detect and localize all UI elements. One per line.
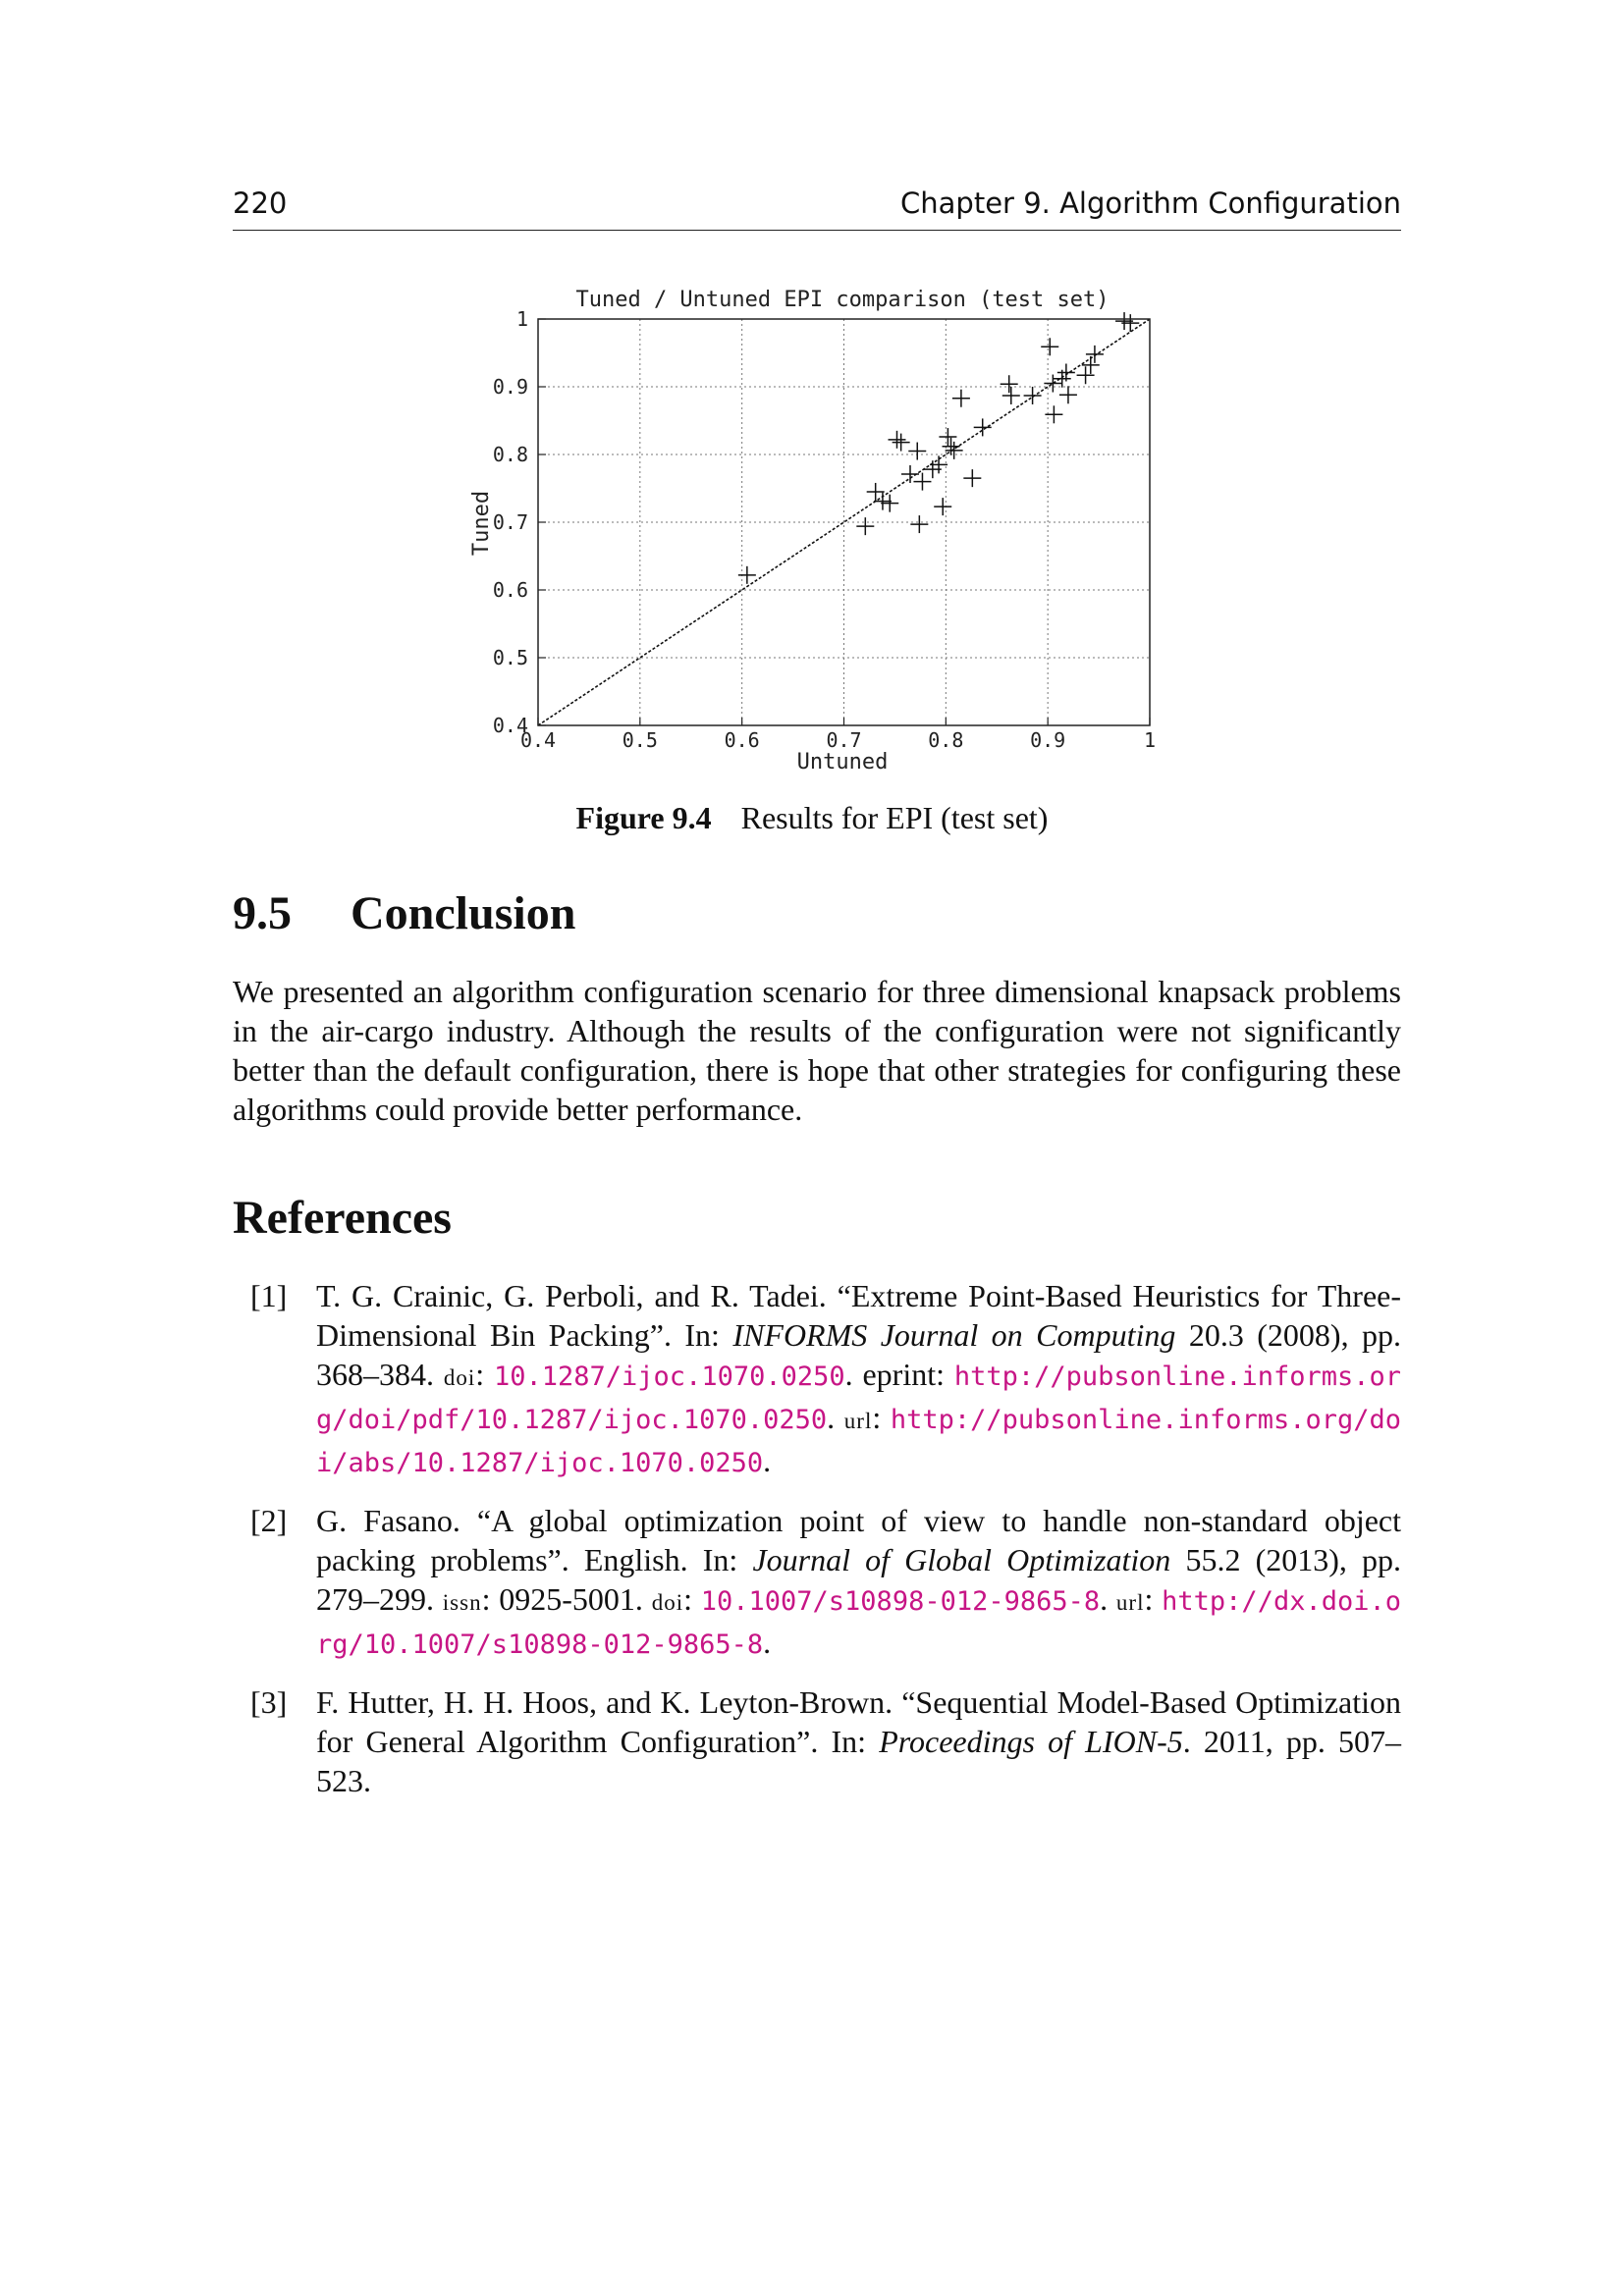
data-point [888,431,905,449]
conclusion-paragraph: We presented an algorithm configuration scenario for three dimensional knapsack problems in the air-cargo industry. Although the results of the configuration were not significantly better than the default configuration, there is hope that other strategies for configuring these algorithms could provide better performance. [233,974,1401,1127]
x-tick-label: 0.4 [519,728,557,752]
data-point [1002,387,1020,404]
doi-label: doi [443,1365,476,1390]
y-tick-label: 0.5 [492,646,528,669]
data-point [943,438,960,455]
figure-caption-text: Results for EPI (test set) [740,800,1049,835]
references-heading: References [233,1192,452,1244]
data-point [1041,338,1058,355]
doi-label: doi [651,1590,684,1615]
x-tick-label: 1 [1143,728,1157,752]
x-axis-label: Untuned [796,750,889,774]
data-point [738,566,756,584]
data-point [867,483,885,501]
section-number: 9.5 [233,887,292,939]
x-tick-label: 0.9 [1030,728,1066,752]
x-tick-label: 0.8 [928,728,964,752]
data-point [1044,375,1061,393]
url-link[interactable]: http://dx.doi.org/10.1007/s10898-012-9865-8 [316,1586,1401,1660]
doi-link[interactable]: 10.1007/s10898-012-9865-8 [700,1586,1101,1617]
eprint-label: . eprint: [844,1357,954,1392]
reference-3 [233,1682,1401,1800]
data-point [874,493,892,510]
data-point [910,515,928,533]
reference-authors: F. Hutter, H. H. Hoos, and K. Leyton-Brown. “Sequential Model-Based Optimization for General Algorithm Configuration”. In: [316,1684,1401,1759]
x-tick-label: 0.7 [826,728,862,752]
reference-label: [3] [250,1684,288,1720]
chart-points [738,312,1139,584]
x-tick-label: 0.6 [724,728,760,752]
data-point [1001,375,1018,393]
reference-2: [2] G. Fasano. “A global optimization point of view to handle non-standard object packing problems”. English. In: Journal of Global Optimization 55.2 (2013), pp. 279–299. issn: 0925-5001. doi: 10.1007/s10898-012-9865-8. url: http://dx.doi.org/10.1007/s10898-012-9865-8. [250,1503,1402,1660]
data-point [881,495,898,512]
page-number: 220 [233,187,288,220]
scatter-chart [447,280,1193,790]
data-point [952,390,970,407]
chapter-title: Chapter 9. Algorithm Configuration [900,187,1401,220]
data-point [908,443,926,460]
y-tick-label: 0.6 [492,578,528,602]
reference-details: . 2011, pp. 507–523. [316,1724,1402,1798]
y-tick-labels [493,307,528,737]
data-point [913,473,931,491]
data-point [934,498,951,515]
reference-venue: INFORMS Journal on Computing [732,1317,1176,1353]
url-label: url [1115,1590,1145,1615]
reference-details: 55.2 (2013), pp. 279–299. [316,1542,1402,1617]
reference-label: [1] [250,1278,288,1313]
reference-venue: Proceedings of LION-5 [879,1724,1183,1759]
data-point [1082,356,1100,374]
y-tick-label: 0.4 [492,714,528,737]
reference-venue: Journal of Global Optimization [752,1542,1171,1577]
url-link[interactable]: http://pubsonline.informs.org/doi/abs/10.1287/ijoc.1070.0250 [316,1405,1402,1478]
section-title: Conclusion [351,887,576,939]
section-heading-conclusion [233,886,575,940]
y-axis-label: Tuned [469,490,494,557]
y-tick-label: 0.7 [492,510,528,534]
data-point [901,465,919,483]
y-tick-label: 1 [515,307,528,331]
x-tick-labels [520,728,1156,752]
reference-authors: T. G. Crainic, G. Perboli, and R. Tadei. “Extreme Point-Based Heuristics for Three-Dimensional Bin Packing”. In: [316,1278,1401,1353]
doi-link[interactable]: 10.1287/ijoc.1070.0250 [494,1362,845,1392]
url-label: url [843,1409,873,1433]
eprint-link[interactable]: http://pubsonline.informs.org/doi/pdf/10.1287/ijoc.1070.0250 [316,1362,1402,1435]
y-tick-label: 0.9 [492,375,528,399]
reference-list [233,1276,1401,1818]
running-head [233,183,1401,231]
reference-authors: G. Fasano. “A global optimization point of view to handle non-standard object packing problems”. English. In: [316,1503,1401,1577]
data-point [963,469,981,487]
data-point [856,517,874,535]
data-point [893,434,910,452]
data-point [1077,366,1095,384]
chart-title: Tuned / Untuned EPI comparison (test set) [575,288,1110,312]
figure-label: Figure 9.4 [575,800,712,835]
x-tick-label: 0.5 [622,728,658,752]
issn-value: : 0925-5001. [481,1581,652,1617]
y-tick-label: 0.8 [492,443,528,466]
figure-caption [0,800,1624,836]
reference-details: 20.3 (2008), pp. 368–384. [316,1317,1402,1392]
issn-label: issn [442,1590,482,1615]
reference-label: [2] [250,1503,288,1538]
data-point [1059,386,1077,403]
reference-1: [1] T. G. Crainic, G. Perboli, and R. Tadei. “Extreme Point-Based Heuristics for Three-Dimensional Bin Packing”. In: INFORMS Journal on Computing 20.3 (2008), pp. 368–384. doi: 10.1287/ijoc.1070.0250. eprint: http://pubsonline.informs.org/doi/pdf/10.1287/ijoc.1070.0250. url: http://pubsonline.informs.org/doi/abs/10.1287/ijoc.1070.0250. [250,1278,1402,1478]
